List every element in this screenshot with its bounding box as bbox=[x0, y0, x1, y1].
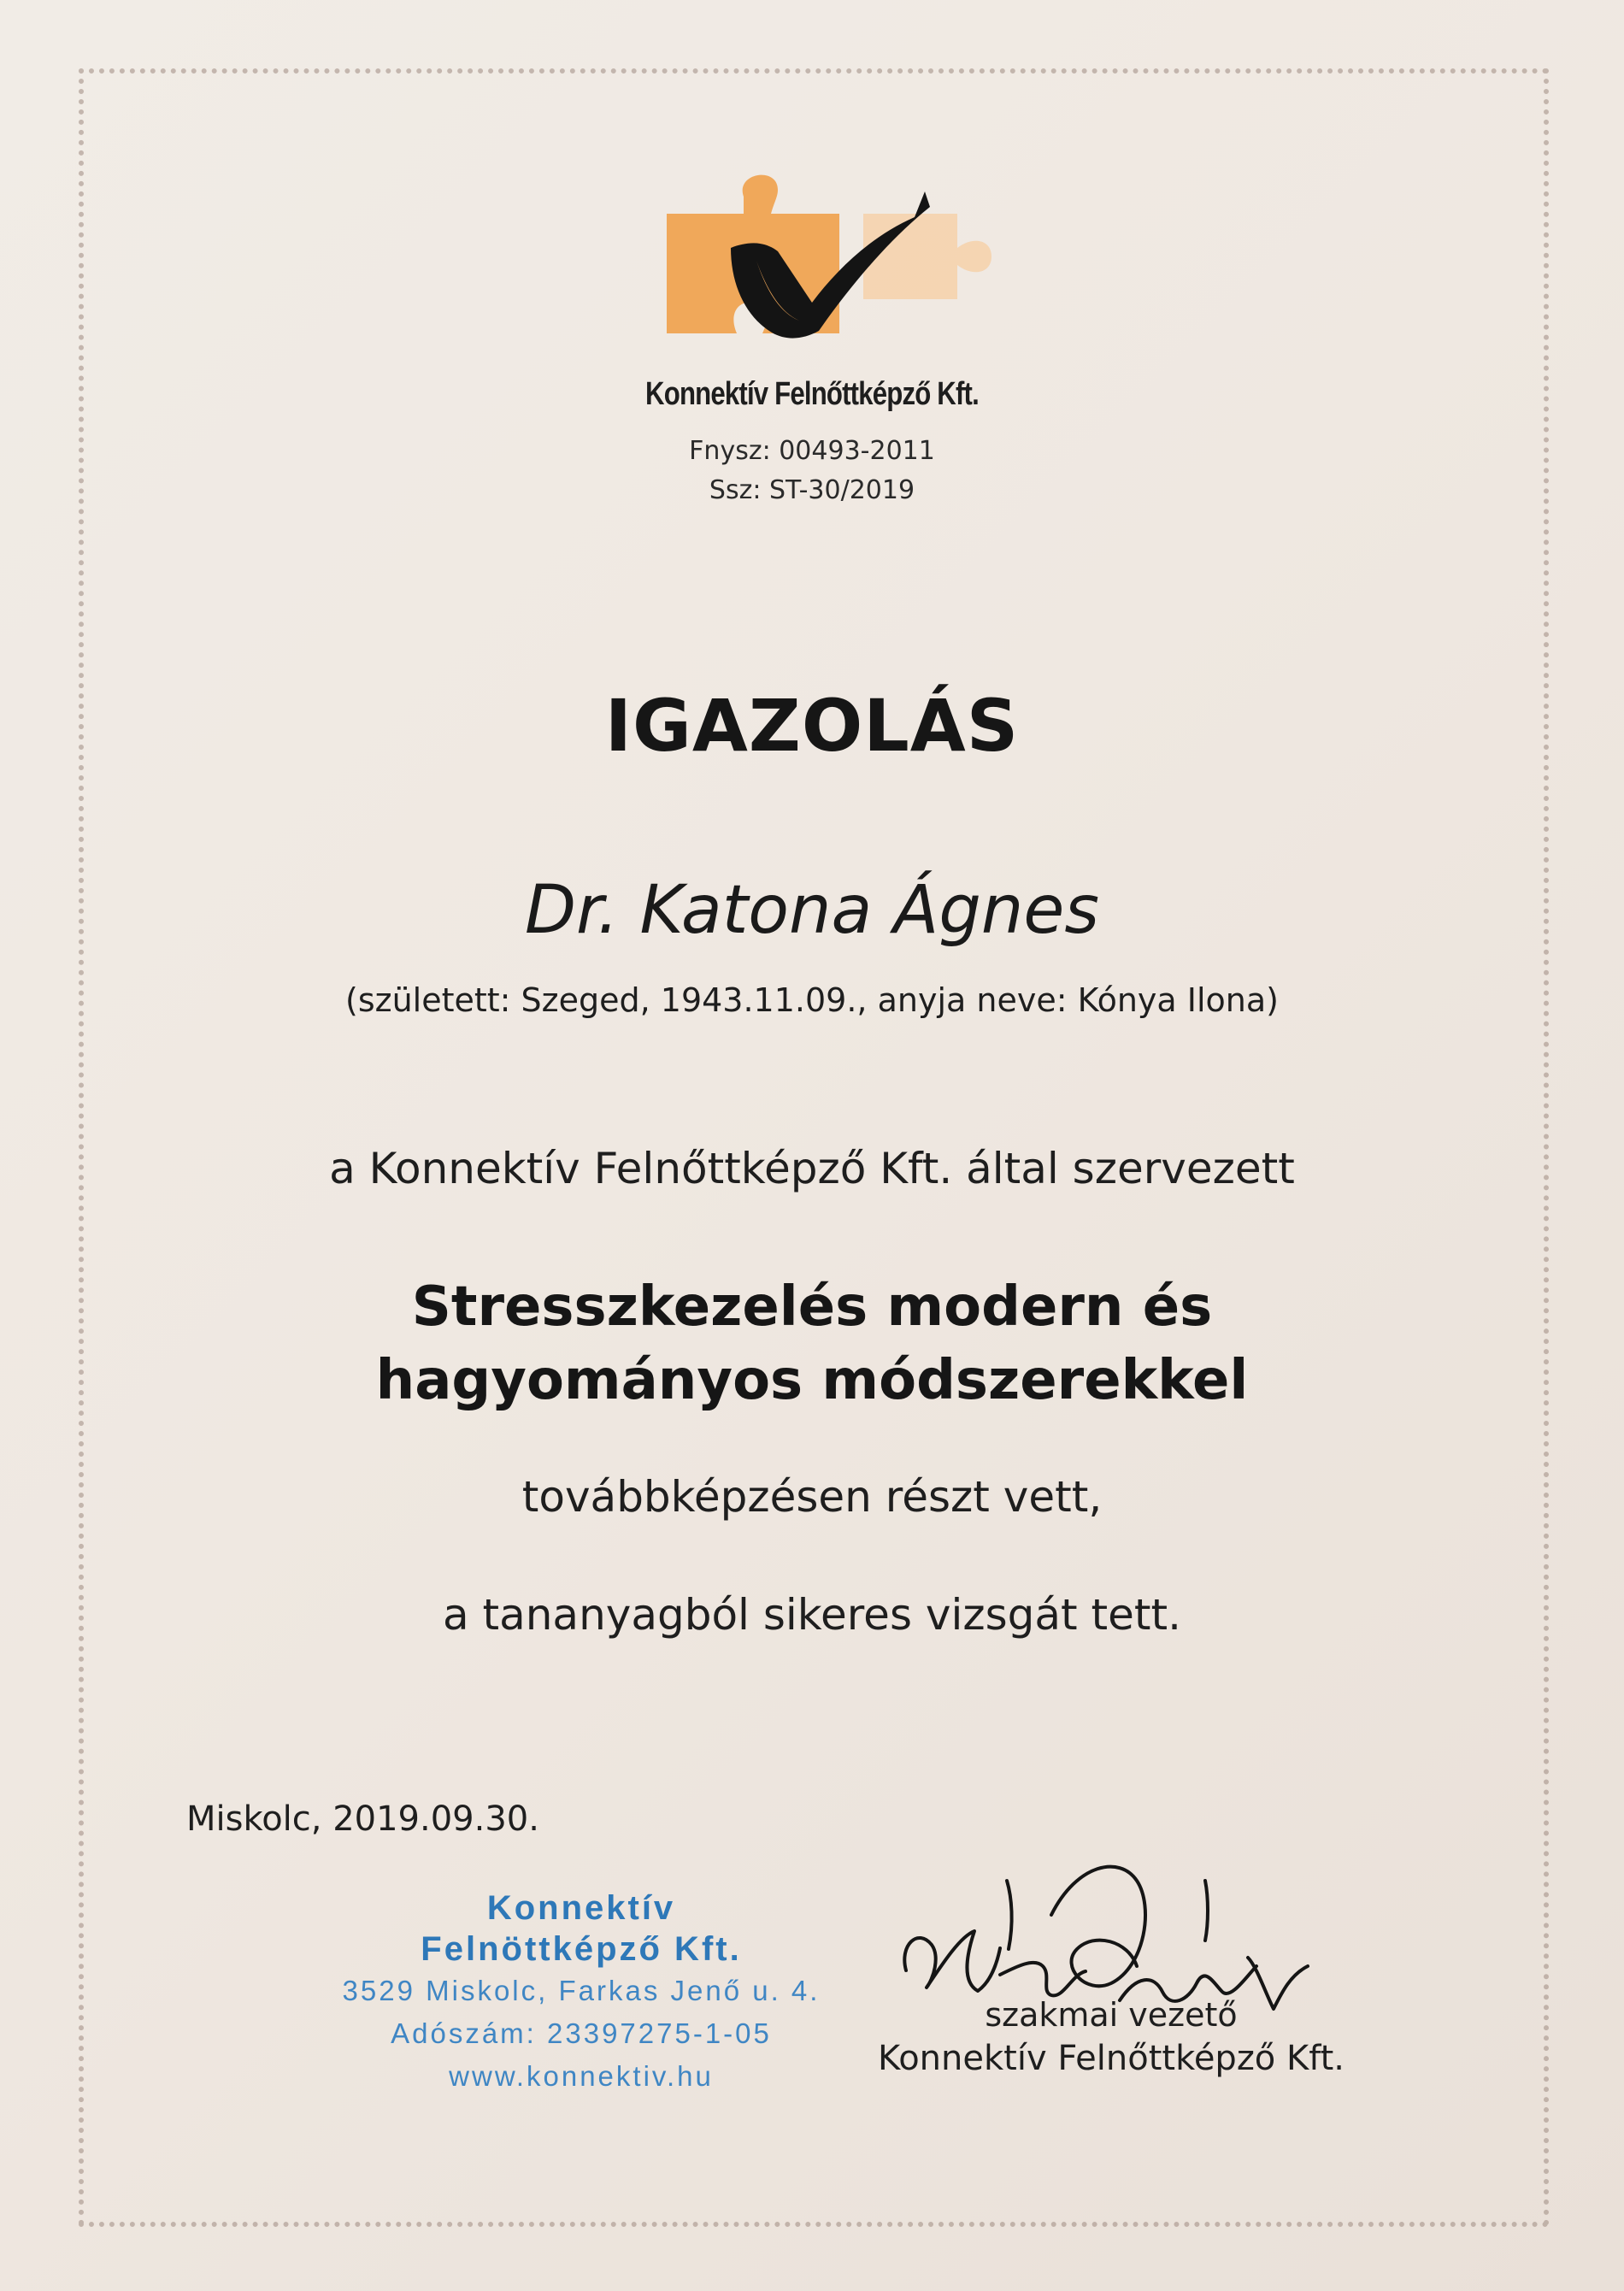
document-title: IGAZOLÁS bbox=[604, 684, 1020, 768]
birth-info: (született: Szeged, 1943.11.09., anyja neve: Kónya Ilona) bbox=[345, 981, 1279, 1019]
attended-line: továbbképzésen részt vett, bbox=[521, 1472, 1103, 1522]
place-date: Miskolc, 2019.09.30. bbox=[186, 1799, 539, 1839]
person-name: Dr. Katona Ágnes bbox=[525, 872, 1099, 949]
organizer-line: a Konnektív Felnőttképző Kft. által szervezett bbox=[329, 1144, 1295, 1193]
puzzle-check-logo-icon bbox=[650, 154, 1043, 376]
course-title-line1: Stresszkezelés modern és bbox=[411, 1275, 1213, 1339]
logo-company-name: Konnektív Felnőttképző Kft. bbox=[645, 376, 979, 412]
fnysz-registration: Fnysz: 00493-2011 bbox=[689, 436, 935, 466]
stamp-tax-number: Adószám: 23397275-1-05 bbox=[391, 2017, 772, 2049]
stamp-name-line1: Konnektív bbox=[486, 1889, 676, 1927]
ssz-registration: Ssz: ST-30/2019 bbox=[709, 475, 915, 505]
signer-role: szakmai vezető bbox=[985, 1996, 1238, 2034]
stamp-name-line2: Felnöttképző Kft. bbox=[421, 1930, 742, 1968]
course-title bbox=[0, 1270, 1624, 1417]
signer-organization: Konnektív Felnőttképző Kft. bbox=[877, 2039, 1345, 2078]
handwritten-signature-icon bbox=[889, 1787, 1385, 2017]
company-stamp bbox=[282, 1888, 880, 2098]
stamp-address: 3529 Miskolc, Farkas Jenő u. 4. bbox=[342, 1975, 821, 2006]
exam-line: a tananyagból sikeres vizsgát tett. bbox=[442, 1590, 1182, 1640]
stamp-website: www.konnektiv.hu bbox=[449, 2060, 714, 2092]
course-title-line2: hagyományos módszerekkel bbox=[375, 1349, 1249, 1412]
